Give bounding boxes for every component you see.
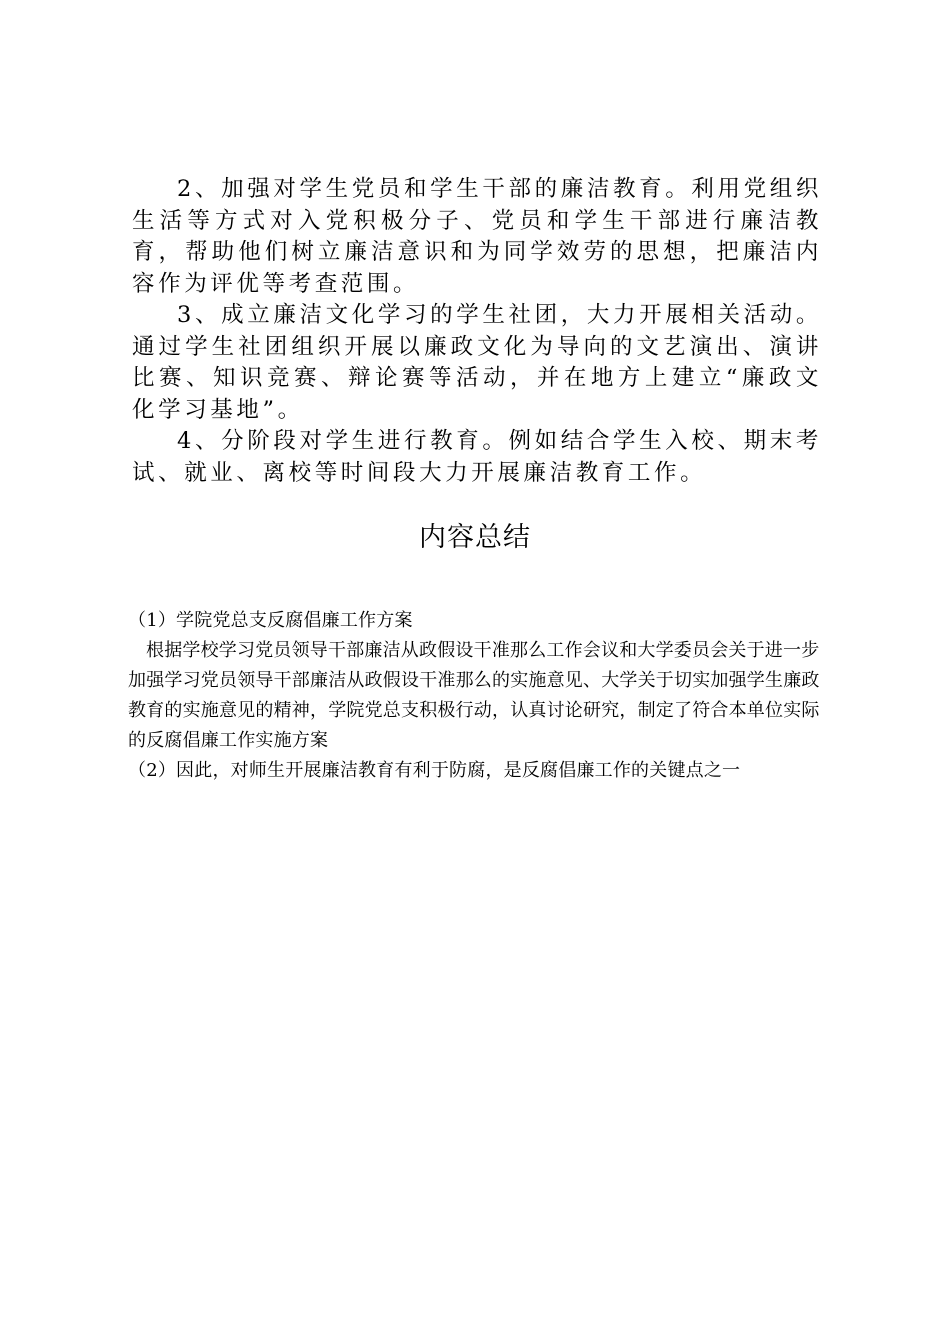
paragraph-item-4: 4、分阶段对学生进行教育。例如结合学生入校、期末考试、就业、离校等时间段大力开展廉洁教育工作。 bbox=[132, 428, 822, 486]
summary-section bbox=[128, 606, 828, 786]
summary-item-1-body: 根据学校学习党员领导干部廉洁从政假设干准那么工作会议和大学委员会关于进一步加强学习党员领导干部廉洁从政假设干准那么的实施意见、大学关于切实加强学生廉政教育的实施意见的精神，学院党总支积极行动，认真讨论研究，制定了符合本单位实际的反腐倡廉工作实施方案 bbox=[128, 640, 820, 751]
document-body bbox=[132, 174, 822, 489]
summary-title: 内容总结 bbox=[419, 522, 531, 553]
paragraph-item-3: 3、成立廉洁文化学习的学生社团，大力开展相关活动。通过学生社团组织开展以廉政文化为导向的文艺演出、演讲比赛、知识竞赛、辩论赛等活动，并在地方上建立“廉政文化学习基地”。 bbox=[132, 302, 822, 423]
paragraph-item-2: 2、加强对学生党员和学生干部的廉洁教育。利用党组织生活等方式对入党积极分子、党员和学生干部进行廉洁教育，帮助他们树立廉洁意识和为同学效劳的思想，把廉洁内容作为评优等考查范围。 bbox=[132, 176, 822, 297]
summary-item-1-heading: （1）学院党总支反腐倡廉工作方案 bbox=[128, 610, 413, 631]
summary-item-2: （2）因此，对师生开展廉洁教育有利于防腐，是反腐倡廉工作的关键点之一 bbox=[128, 760, 741, 781]
